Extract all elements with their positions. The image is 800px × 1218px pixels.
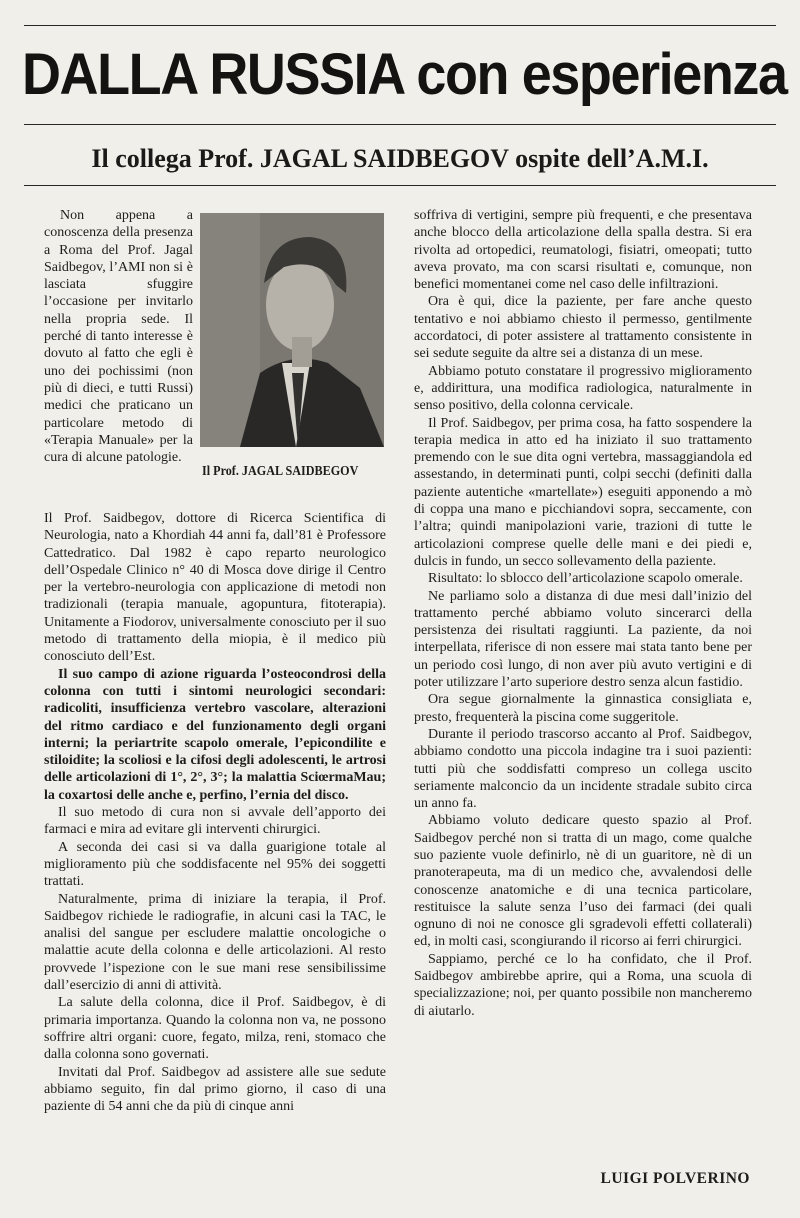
subhead: Il collega Prof. JAGAL SAIDBEGOV ospite dell’A.M.I. <box>91 144 709 173</box>
col2-paragraph: Il Prof. Saidbegov, per prima cosa, ha fatto sospendere la terapia medica in atto ed ha iniziato il suo trattamento premendo con le sue dita ogni vertebra, massaggiandola ed assestando, in determinati punti, colpi secchi (definiti dalla paziente autentiche «martellate») eseguiti apponendo a mò di coppa una mano e picchiandovi sopra, seccamente, con l’altra; quindi manipolazioni varie, trazioni di tutte le articolazioni comprese quelle delle mani e dei piedi e, dulcis in fundo, un secco sollevamento della paziente. <box>414 415 752 569</box>
column1-body <box>44 510 386 1115</box>
col2-paragraph: Ora segue giornalmente la ginnastica consigliata e, presto, frequenterà la piscina come suggeritole. <box>414 692 752 725</box>
col1-paragraph: Il Prof. Saidbegov, dottore di Ricerca Scientifica di Neurologia, nato a Khordiah 44 anni fa, dall’81 è Professore Cattedratico. Dal 1982 è capo reparto neurologico dell’Ospedale Clinico n° 40 di Mosca dove dirige il Centro per la vertebro-neurologia con applicazione di metodi non tradizionali (terapia manuale, agopuntura, fitoterapia). Unitamente a Fiodorov, universalmente conosciuto per il suo metodo di trattamento della miopia, è il medico più conosciuto dell’Est. <box>44 511 386 665</box>
col2-paragraph: Ne parliamo solo a distanza di due mesi dall’inizio del trattamento perché abbiamo voluto sincerarci della persistenza dei risultati raggiunti. La paziente, da noi interpellata, riferisce di non essere mai stata tanto bene per un periodo così lungo, di non aver più avuto vertigini e di poter utilizzare l’arto superiore destro senza alcun fastidio. <box>414 588 752 691</box>
intro-paragraph: Non appena a conoscenza della presenza a Roma del Prof. Jagal Saidbegov, l’AMI non si è lasciata sfuggire l’occasione per invitarlo nella propria sede. Il perché di tanto interesse è dovuto al fatto che egli è uno dei pochissimi (non più di dieci, e tutti Russi) medici che praticano un particolare metodo di «Terapia Manuale» per la cura di alcune patologie. <box>44 208 193 466</box>
photo-caption: Il Prof. JAGAL SAIDBEGOV <box>202 463 359 478</box>
headline-rule <box>24 124 776 125</box>
col2-paragraph: Ora è qui, dice la paziente, per fare anche questo tentativo e noi abbiamo chiesto il permesso, gentilmente accordatoci, di poter assistere al trattamento consistente in sei sedute seguite da altre sei a distanza di un mese. <box>414 294 752 362</box>
author-signature: LUIGI POLVERINO <box>600 1170 750 1187</box>
col2-paragraph: Sappiamo, perché ce lo ha confidato, che il Prof. Saidbegov ambirebbe aprire, qui a Roma, una scuola di specializzazione; noi, per quanto possibile non mancheremo di aiutarlo. <box>414 951 752 1019</box>
col2-paragraph: Abbiamo potuto constatare il progressivo miglioramento e, addirittura, una modifica radiologica, naturalmente in senso positivo, della colonna cervicale. <box>414 363 752 414</box>
col1-paragraph: Il suo campo di azione riguarda l’osteocondrosi della colonna con tutti i sintomi neurologici secondari: radicoliti, insufficienza vertebro vascolare, alterazioni del ritmo cardiaco e del funzionamento degli organi interni; la periartrite scapolo omerale, l’epicondilite e stiloidite; la scoliosi e la cifosi degli adolescenti, le artrosi delle articolazioni di 1°, 2°, 3°; la malattia SciœrmaMau; la coxartosi delle anche e, perfino, l’ernia del disco. <box>44 666 386 803</box>
col2-paragraph: Durante il periodo trascorso accanto al Prof. Saidbegov, abbiamo condotto una piccola indagine tra i suoi pazienti: tutti più che soddisfatti compreso un collega uscito seriamente malconcio da un incidente stradale subito circa un anno fa. <box>414 726 752 812</box>
col1-paragraph: A seconda dei casi si va dalla guarigione totale al miglioramento più che soddisfacente nel 95% dei soggetti trattati. <box>44 839 386 890</box>
headline: DALLA RUSSIA con esperienza <box>22 42 787 107</box>
top-rule <box>24 25 776 26</box>
col2-paragraph: soffriva di vertigini, sempre più frequenti, e che presentava anche blocco della articolazione della spalla destra. Si era rivolta ad ortopedici, reumatologi, fisiatri, omeopati; tutto aveva provato, ma con scarsi risultati e, comunque, non benefici momentanei come nel caso delle infiltrazioni. <box>414 208 752 293</box>
col2-paragraph: Risultato: lo sblocco dell’articolazione scapolo omerale. <box>428 571 743 587</box>
subhead-rule <box>24 185 776 186</box>
col1-paragraph: Invitati dal Prof. Saidbegov ad assistere alle sue sedute abbiamo seguito, fin dal primo giorno, il caso di una paziente di 54 anni che da più di cinque anni <box>44 1064 386 1115</box>
col1-paragraph: Il suo metodo di cura non si avvale dell’apporto dei farmaci e mira ad evitare gli interventi chirurgici. <box>44 805 386 838</box>
column2-body <box>414 207 752 1020</box>
col1-paragraph: Naturalmente, prima di iniziare la terapia, il Prof. Saidbegov richiede le radiografie, in alcuni casi la TAC, le analisi del sangue per escludere malattie oncologiche o malattie acute della colonna e delle articolazioni. Al resto provvede l’ispezione con le sue mani rese sensibilissime dall’esercizio di anni di attività. <box>44 891 386 994</box>
portrait-photo <box>200 213 384 447</box>
col1-paragraph: La salute della colonna, dice il Prof. Saidbegov, è di primaria importanza. Quando la colonna non va, ne possono soffrire altri organi: cuore, fegato, milza, reni, stomaco che dalla colonna sono governati. <box>44 995 386 1063</box>
column1-intro <box>44 207 193 466</box>
col2-paragraph: Abbiamo voluto dedicare questo spazio al Prof. Saidbegov perché non si tratta di un mago, come qualche suo paziente vuole definirlo, nè di un guaritore, nè di un pranoterapeuta, ma di un medico che, avvalendosi delle conoscenze anatomiche e di una tecnica particolare, restituisce la salute senza l’uso dei farmaci (dei quali ognuno di noi ne conosce gli sgradevoli effetti collaterali) ed, in molti casi, scongiurando il ricorso ai ferri chirurgici. <box>414 813 752 950</box>
